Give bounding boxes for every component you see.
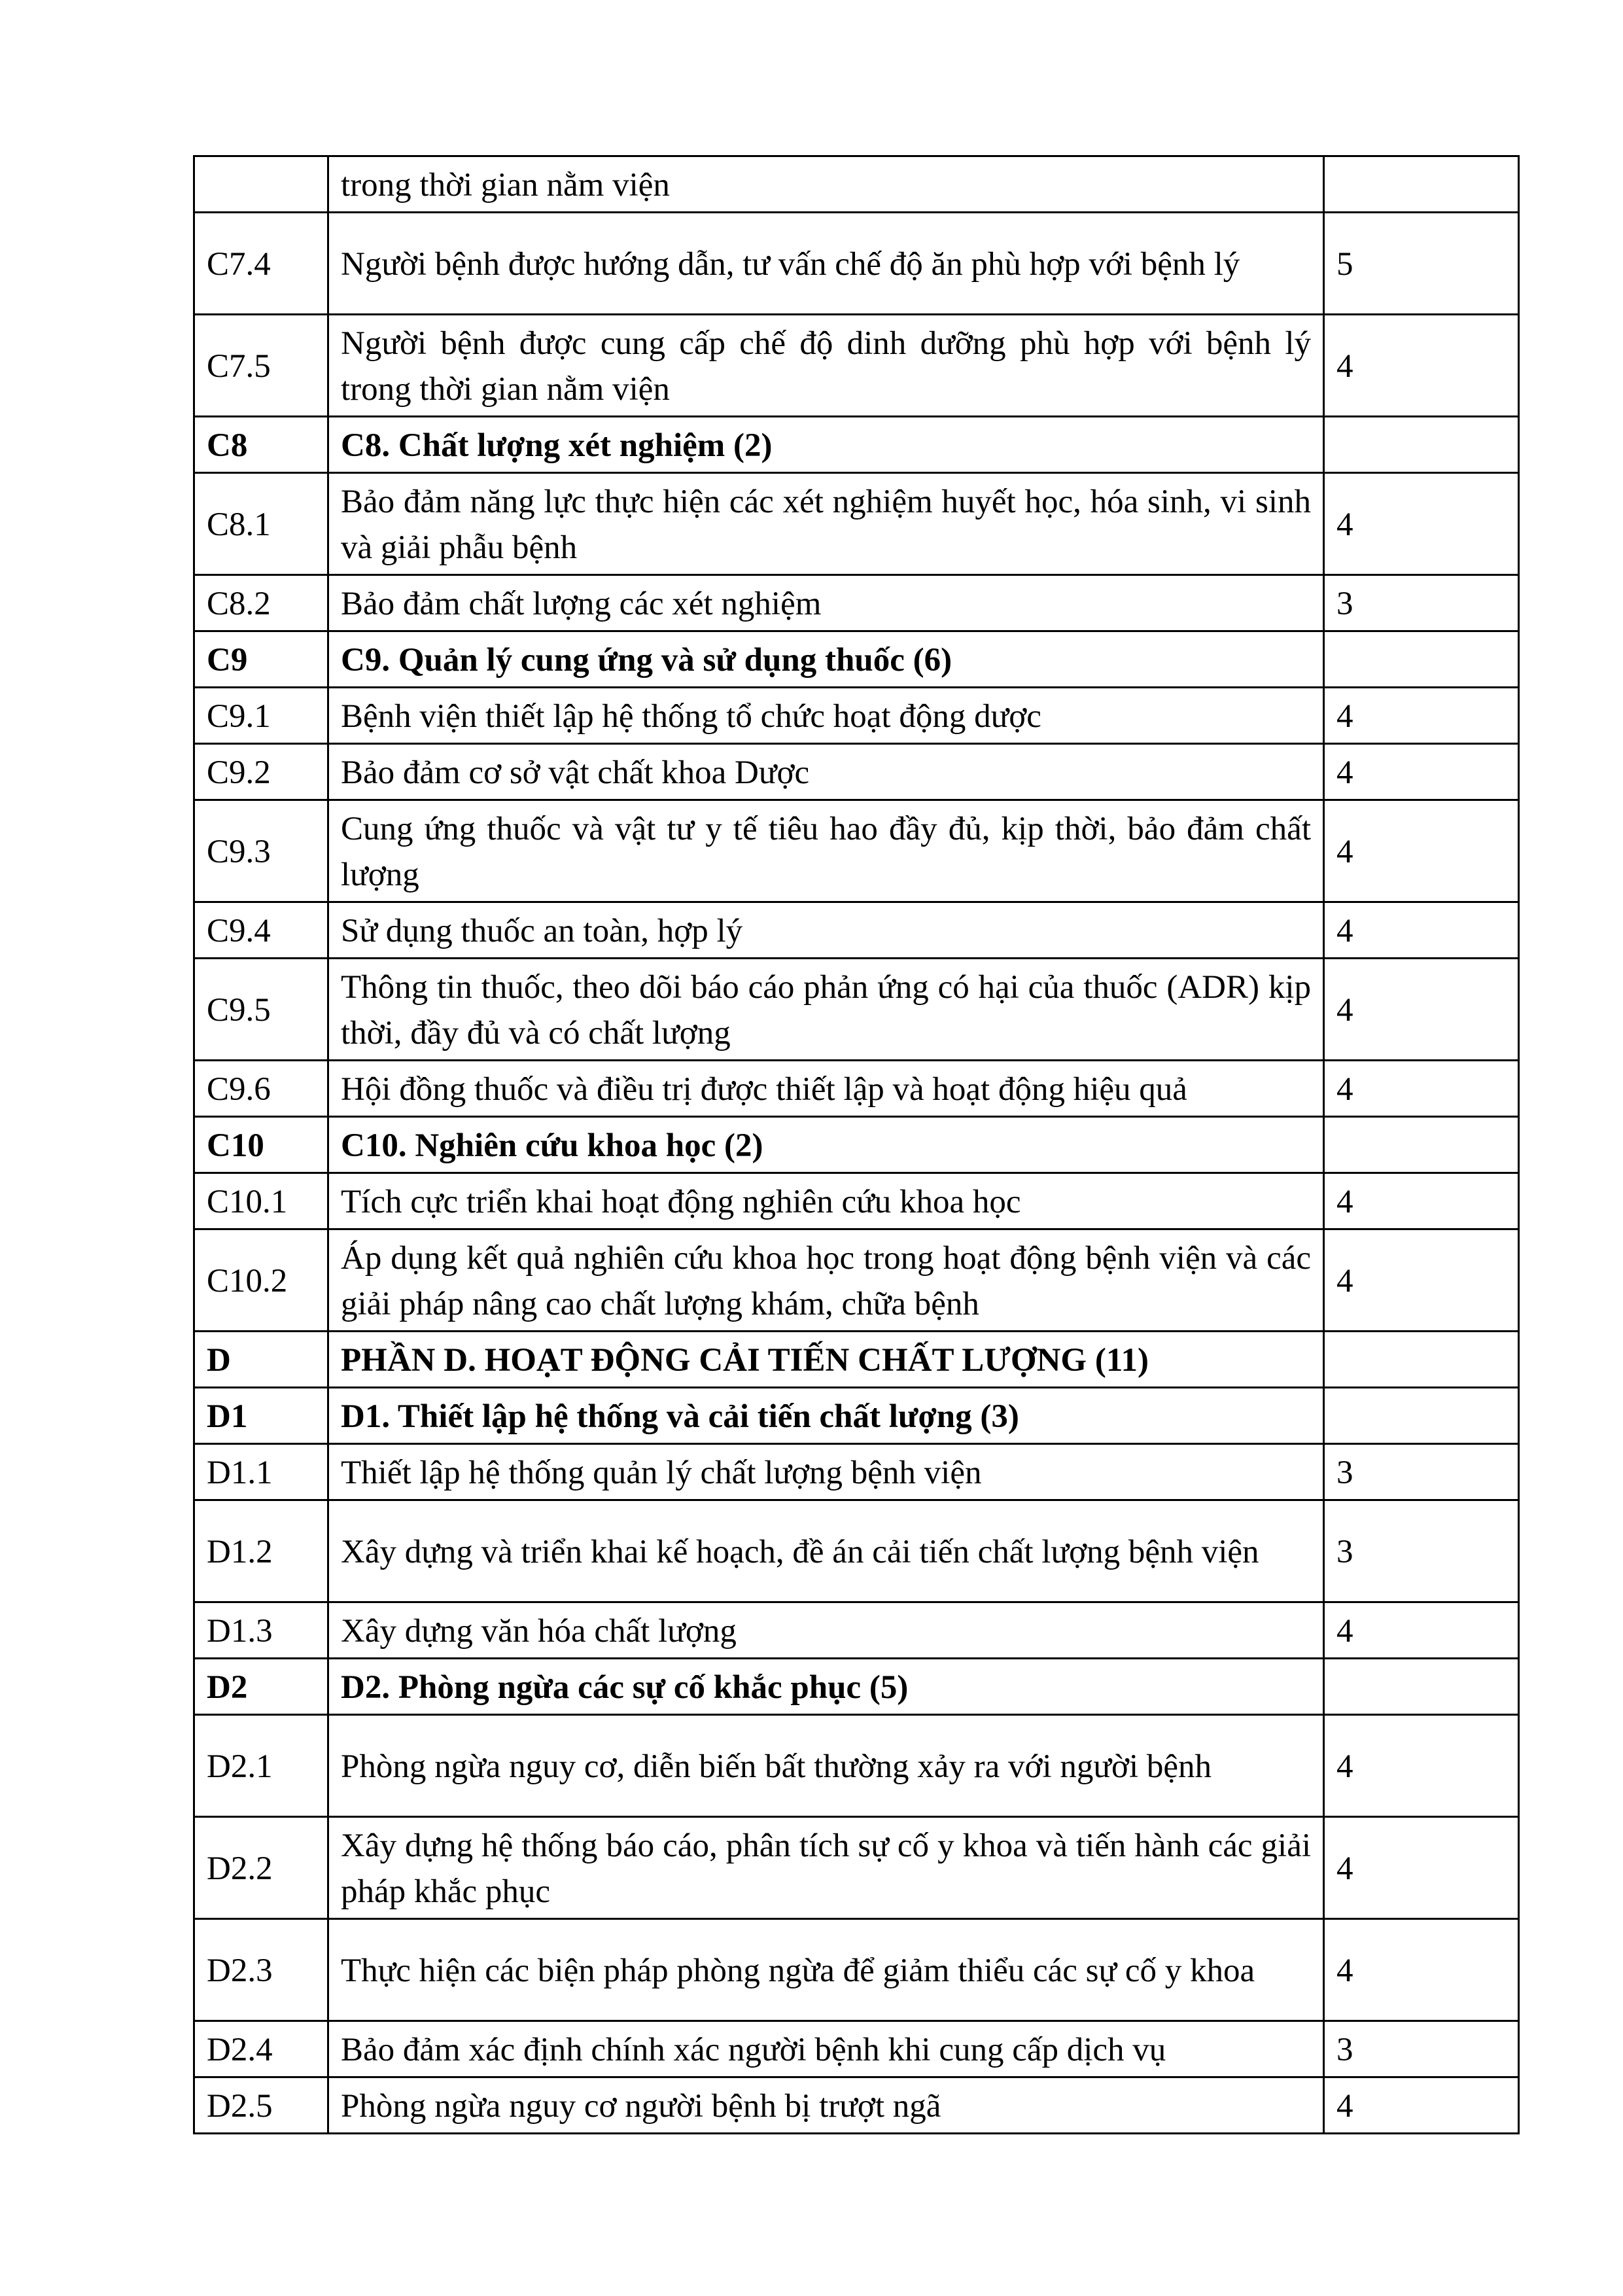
part-title: PHẦN D. HOẠT ĐỘNG CẢI TIẾN CHẤT LƯỢNG (11) [328,1332,1324,1388]
section-code: C8 [194,417,328,473]
table-row [194,688,1519,744]
table-row [194,1061,1519,1117]
section-code: C9 [194,631,328,688]
section-header-row [194,1388,1519,1444]
table-row [194,156,1519,213]
criterion-score: 4 [1324,959,1519,1061]
criterion-code: C7.5 [194,315,328,417]
section-code: D1 [194,1388,328,1444]
criterion-description: Xây dựng và triển khai kế hoạch, đề án cải tiến chất lượng bệnh viện [328,1500,1324,1602]
table-row [194,2021,1519,2077]
criterion-score: 4 [1324,1817,1519,1919]
section-title: C9. Quản lý cung ứng và sử dụng thuốc (6) [328,631,1324,688]
criterion-code: D1.2 [194,1500,328,1602]
criterion-description: Người bệnh được cung cấp chế độ dinh dưỡng phù hợp với bệnh lý trong thời gian nằm viện [328,315,1324,417]
section-title: C8. Chất lượng xét nghiệm (2) [328,417,1324,473]
criterion-code: C9.1 [194,688,328,744]
table-row [194,1919,1519,2021]
table-row [194,213,1519,315]
table-row [194,575,1519,631]
table-row [194,1444,1519,1500]
table-row [194,2077,1519,2134]
criterion-description: Phòng ngừa nguy cơ, diễn biến bất thường xảy ra với người bệnh [328,1715,1324,1817]
criterion-code: D2.4 [194,2021,328,2077]
criterion-score: 4 [1324,1715,1519,1817]
criterion-score: 3 [1324,1444,1519,1500]
section-score [1324,1659,1519,1715]
table-row [194,1173,1519,1229]
table-row [194,1817,1519,1919]
criterion-code: C9.4 [194,902,328,959]
criterion-score: 4 [1324,1173,1519,1229]
criterion-score: 5 [1324,213,1519,315]
criterion-description: Xây dựng văn hóa chất lượng [328,1602,1324,1659]
criterion-score: 4 [1324,744,1519,800]
criterion-code: D2.5 [194,2077,328,2134]
criterion-score: 4 [1324,902,1519,959]
section-header-row [194,417,1519,473]
table-row [194,1500,1519,1602]
criterion-code: C7.4 [194,213,328,315]
criterion-score: 3 [1324,1500,1519,1602]
criterion-score: 4 [1324,473,1519,575]
criterion-code: D2.2 [194,1817,328,1919]
section-header-row [194,1659,1519,1715]
section-code: C10 [194,1117,328,1173]
table-row [194,1602,1519,1659]
criterion-code [194,156,328,213]
criterion-score: 3 [1324,575,1519,631]
criterion-description: Áp dụng kết quả nghiên cứu khoa học trong hoạt động bệnh viện và các giải pháp nâng cao chất lượng khám, chữa bệnh [328,1229,1324,1332]
criterion-description: Bảo đảm chất lượng các xét nghiệm [328,575,1324,631]
criterion-score [1324,156,1519,213]
section-title: D2. Phòng ngừa các sự cố khắc phục (5) [328,1659,1324,1715]
criterion-score: 4 [1324,1229,1519,1332]
section-header-row [194,631,1519,688]
section-score [1324,631,1519,688]
section-title: D1. Thiết lập hệ thống và cải tiến chất lượng (3) [328,1388,1324,1444]
criteria-table [193,155,1520,2134]
criterion-score: 3 [1324,2021,1519,2077]
table-row [194,315,1519,417]
criterion-description: trong thời gian nằm viện [328,156,1324,213]
criterion-code: C9.2 [194,744,328,800]
section-title: C10. Nghiên cứu khoa học (2) [328,1117,1324,1173]
table-row [194,959,1519,1061]
criterion-code: C9.6 [194,1061,328,1117]
criterion-code: C9.3 [194,800,328,902]
criterion-score: 4 [1324,315,1519,417]
criterion-description: Tích cực triển khai hoạt động nghiên cứu khoa học [328,1173,1324,1229]
criterion-code: D2.1 [194,1715,328,1817]
criterion-description: Thông tin thuốc, theo dõi báo cáo phản ứng có hại của thuốc (ADR) kịp thời, đầy đủ và có chất lượng [328,959,1324,1061]
criterion-code: C10.2 [194,1229,328,1332]
criterion-score: 4 [1324,688,1519,744]
table-row [194,1715,1519,1817]
criterion-score: 4 [1324,1602,1519,1659]
section-score [1324,1117,1519,1173]
criterion-code: C8.1 [194,473,328,575]
criterion-code: C9.5 [194,959,328,1061]
criterion-score: 4 [1324,2077,1519,2134]
criterion-code: C10.1 [194,1173,328,1229]
criterion-score: 4 [1324,800,1519,902]
criterion-description: Bảo đảm cơ sở vật chất khoa Dược [328,744,1324,800]
criterion-description: Sử dụng thuốc an toàn, hợp lý [328,902,1324,959]
criterion-score: 4 [1324,1061,1519,1117]
table-row [194,902,1519,959]
criterion-description: Thiết lập hệ thống quản lý chất lượng bệnh viện [328,1444,1324,1500]
criterion-code: C8.2 [194,575,328,631]
section-score [1324,417,1519,473]
criterion-code: D1.1 [194,1444,328,1500]
section-header-row [194,1117,1519,1173]
table-row [194,744,1519,800]
table-row [194,473,1519,575]
criterion-description: Hội đồng thuốc và điều trị được thiết lập và hoạt động hiệu quả [328,1061,1324,1117]
part-code: D [194,1332,328,1388]
section-score [1324,1388,1519,1444]
criterion-code: D1.3 [194,1602,328,1659]
criterion-description: Bảo đảm năng lực thực hiện các xét nghiệm huyết học, hóa sinh, vi sinh và giải phẫu bệnh [328,473,1324,575]
criterion-description: Người bệnh được hướng dẫn, tư vấn chế độ ăn phù hợp với bệnh lý [328,213,1324,315]
criterion-description: Xây dựng hệ thống báo cáo, phân tích sự cố y khoa và tiến hành các giải pháp khắc phục [328,1817,1324,1919]
criterion-description: Phòng ngừa nguy cơ người bệnh bị trượt ngã [328,2077,1324,2134]
criterion-score: 4 [1324,1919,1519,2021]
criterion-description: Cung ứng thuốc và vật tư y tế tiêu hao đầy đủ, kịp thời, bảo đảm chất lượng [328,800,1324,902]
criterion-code: D2.3 [194,1919,328,2021]
section-code: D2 [194,1659,328,1715]
part-score [1324,1332,1519,1388]
table-row [194,800,1519,902]
criterion-description: Bệnh viện thiết lập hệ thống tổ chức hoạt động dược [328,688,1324,744]
table-row [194,1229,1519,1332]
part-header-row [194,1332,1519,1388]
criterion-description: Thực hiện các biện pháp phòng ngừa để giảm thiểu các sự cố y khoa [328,1919,1324,2021]
criterion-description: Bảo đảm xác định chính xác người bệnh khi cung cấp dịch vụ [328,2021,1324,2077]
